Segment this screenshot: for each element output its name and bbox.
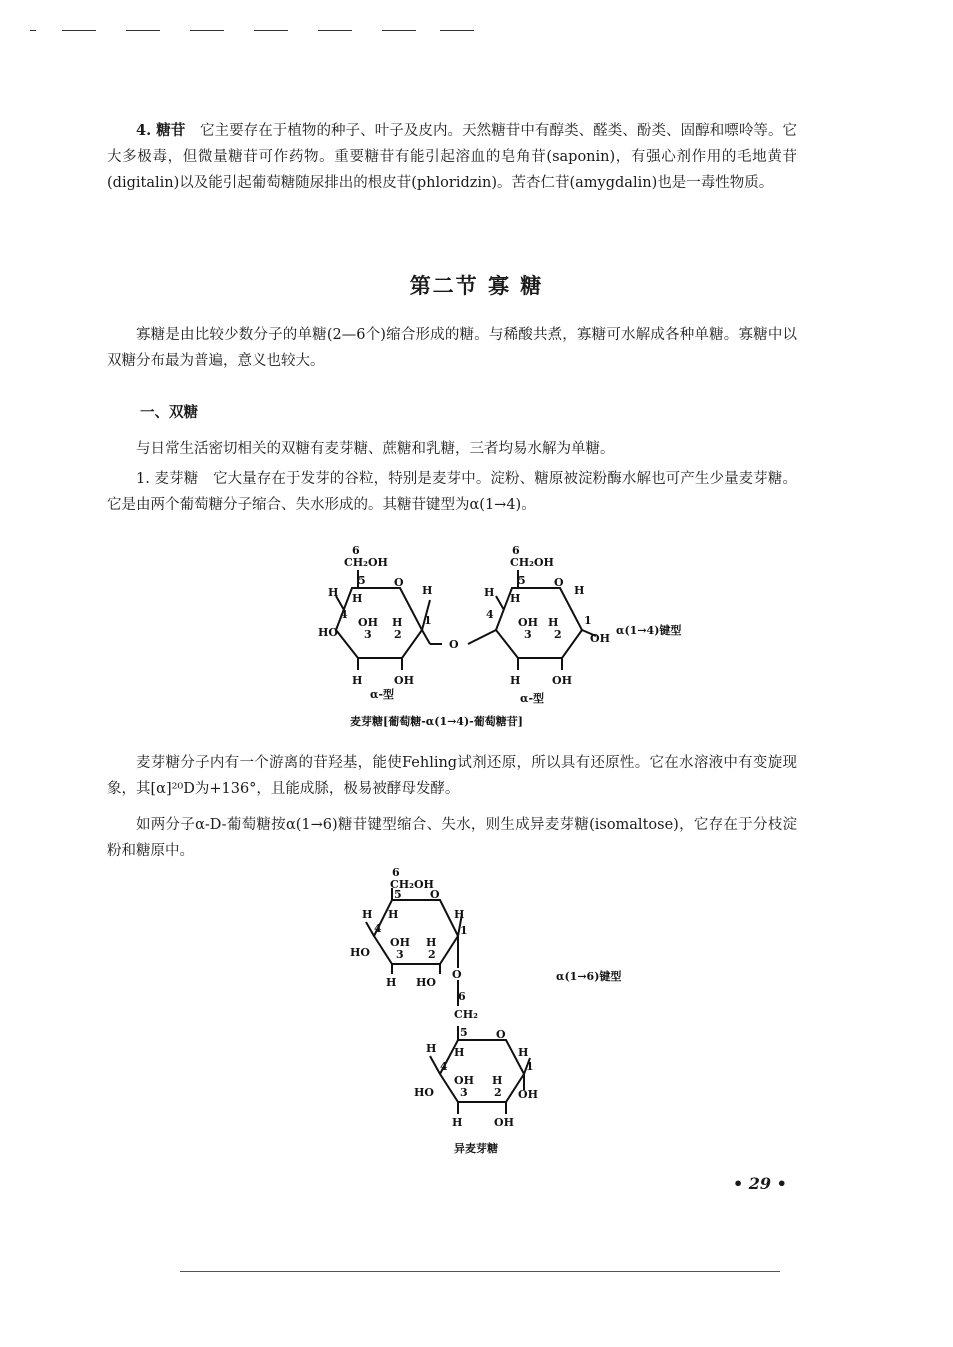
right-h2-label: H (548, 616, 559, 629)
left-c5-label: 5 (358, 574, 366, 587)
right-oh2-label: OH (552, 674, 572, 687)
glycoside-body: 它主要存在于植物的种子、叶子及皮内。天然糖苷中有醇类、醛类、酚类、固醇和嘌呤等。它大多极毒，但微量糖苷可作药物。重要糖苷有能引起溶血的皂角苷(saponin)，有强心剂作用的毛地黄苷(digitalin)以及能引起葡萄糖随尿排出的根皮苷(phloridzin)。苦杏仁苷(amygdalin)也是一毒性物质。 (107, 123, 798, 191)
lower-c1-label: 1 (526, 1060, 534, 1073)
left-h3-label: H (352, 674, 363, 687)
header-rule (30, 30, 36, 31)
lower-ring-oxygen-label: O (496, 1028, 506, 1041)
glycoside-heading: 4. 糖苷 (136, 122, 186, 139)
disaccharide-intro: 与日常生活密切相关的双糖有麦芽糖、蔗糖和乳糖，三者均易水解为单糖。 (136, 441, 615, 457)
oligosaccharide-intro: 寡糖是由比较少数分子的单糖(2—6个)缩合形成的糖。与稀酸共煮，寡糖可水解成各种单糖。寡糖中以双糖分布最为普遍，意义也较大。 (107, 327, 797, 369)
left-ch2oh-label: CH₂OH (344, 556, 388, 569)
maltose-heading: 1. 麦芽糖 (136, 471, 199, 487)
left-c1-label: 1 (424, 614, 432, 627)
lower-c3-label: 3 (460, 1086, 468, 1099)
header-rule (126, 30, 160, 31)
lower-c6-label: 6 (458, 990, 466, 1003)
left-h4-label: H (328, 586, 339, 599)
left-c4-label: 4 (340, 608, 348, 621)
upper-h2-label: H (426, 936, 437, 949)
right-c5-label: 5 (518, 574, 526, 587)
upper-ch2oh-label: CH₂OH (390, 878, 434, 891)
header-rule (382, 30, 416, 31)
header-rule (254, 30, 288, 31)
maltose-body: 它大量存在于发芽的谷粒，特别是麦芽中。淀粉、糖原被淀粉酶水解也可产生少量麦芽糖。它是由两个葡萄糖分子缩合、失水形成的。其糖苷键型为α(1→4)。 (107, 471, 797, 513)
right-h4-label: H (484, 586, 495, 599)
upper-oh2-label: HO (416, 976, 436, 989)
lower-oh2-label: OH (494, 1116, 514, 1129)
upper-h1-label: H (454, 908, 465, 921)
right-h1-label: H (574, 584, 585, 597)
right-c1-label: 1 (584, 614, 592, 627)
lower-h1-label: H (518, 1046, 529, 1059)
right-h3-label: H (510, 674, 521, 687)
bridge-ch2-label: CH₂ (454, 1008, 478, 1021)
maltose-paragraph (107, 466, 797, 518)
isomaltose-upper-ring (366, 888, 465, 1006)
header-rule (190, 30, 224, 31)
disaccharide-heading: 一、双糖 (140, 404, 198, 421)
isomaltose-structure-figure (330, 868, 650, 1160)
upper-h3-label: H (386, 976, 397, 989)
maltose-left-anomer-label: α-型 (370, 688, 395, 701)
upper-h5-label: H (388, 908, 399, 921)
left-h5-label: H (352, 592, 363, 605)
left-c6-label: 6 (352, 544, 360, 557)
upper-c2-label: 2 (428, 948, 436, 961)
header-rule (440, 30, 474, 31)
upper-ho4-label: HO (350, 946, 370, 959)
footer-rule (180, 1271, 780, 1272)
left-oh2-label: OH (394, 674, 414, 687)
header-rule (318, 30, 352, 31)
right-c2-label: 2 (554, 628, 562, 641)
upper-c4-label: 4 (374, 922, 382, 935)
lower-h4-label: H (426, 1042, 437, 1055)
left-ho4-label: HO (318, 626, 338, 639)
lower-h3-label: H (452, 1116, 463, 1129)
left-c2-label: 2 (394, 628, 402, 641)
right-oh3-label: OH (518, 616, 538, 629)
upper-c5-label: 5 (394, 888, 402, 901)
maltose-caption: 麦芽糖[葡萄糖-α(1→4)-葡萄糖苷] (350, 715, 523, 728)
isomaltose-caption: 异麦芽糖 (454, 1142, 498, 1155)
right-c6-label: 6 (512, 544, 520, 557)
page-number: • 29 • (733, 1174, 787, 1193)
right-c3-label: 3 (524, 628, 532, 641)
maltose-bond-type-label: α(1→4)键型 (616, 624, 682, 637)
left-h2-label: H (392, 616, 403, 629)
lower-h5-label: H (454, 1046, 465, 1059)
glycoside-paragraph (107, 118, 797, 196)
maltose-reducing-paragraph: 麦芽糖分子内有一个游离的苷羟基，能使Fehling试剂还原，所以具有还原性。它在水溶液中有变旋现象，其[α]²⁰D为+136°，且能成脎，极易被酵母发酵。 (107, 755, 797, 797)
upper-c6-label: 6 (392, 868, 400, 879)
glycosidic-oxygen-label: O (449, 638, 459, 651)
isomaltose-paragraph: 如两分子α-D-葡萄糖按α(1→6)糖苷键型缩合、失水，则生成异麦芽糖(isomaltose)，它存在于分枝淀粉和糖原中。 (107, 817, 797, 859)
left-ring-oxygen-label: O (394, 576, 404, 589)
right-ch2oh-label: CH₂OH (510, 556, 554, 569)
upper-h4-label: H (362, 908, 373, 921)
section-title: 第二节 寡 糖 (409, 273, 544, 298)
lower-h2-label: H (492, 1074, 503, 1087)
right-h5-label: H (510, 592, 521, 605)
lower-ho4-label: HO (414, 1086, 434, 1099)
right-c4-label: 4 (486, 608, 494, 621)
lower-oh1-label: OH (518, 1088, 538, 1101)
lower-c2-label: 2 (494, 1086, 502, 1099)
left-c3-label: 3 (364, 628, 372, 641)
right-ring-oxygen-label: O (554, 576, 564, 589)
upper-ring-oxygen-label: O (430, 888, 440, 901)
maltose-structure-figure (300, 540, 720, 740)
left-h1-label: H (422, 584, 433, 597)
upper-c3-label: 3 (396, 948, 404, 961)
left-oh3-label: OH (358, 616, 378, 629)
lower-oh3-label: OH (454, 1074, 474, 1087)
header-rule (62, 30, 96, 31)
right-oh1-label: OH (590, 632, 610, 645)
glycosidic-oxygen-label: O (452, 968, 462, 981)
isomaltose-bond-type-label: α(1→6)键型 (556, 970, 622, 983)
upper-c1-label: 1 (460, 924, 468, 937)
upper-oh3-label: OH (390, 936, 410, 949)
lower-c4-label: 4 (440, 1060, 448, 1073)
maltose-right-anomer-label: α-型 (520, 692, 545, 705)
lower-c5-label: 5 (460, 1026, 468, 1039)
